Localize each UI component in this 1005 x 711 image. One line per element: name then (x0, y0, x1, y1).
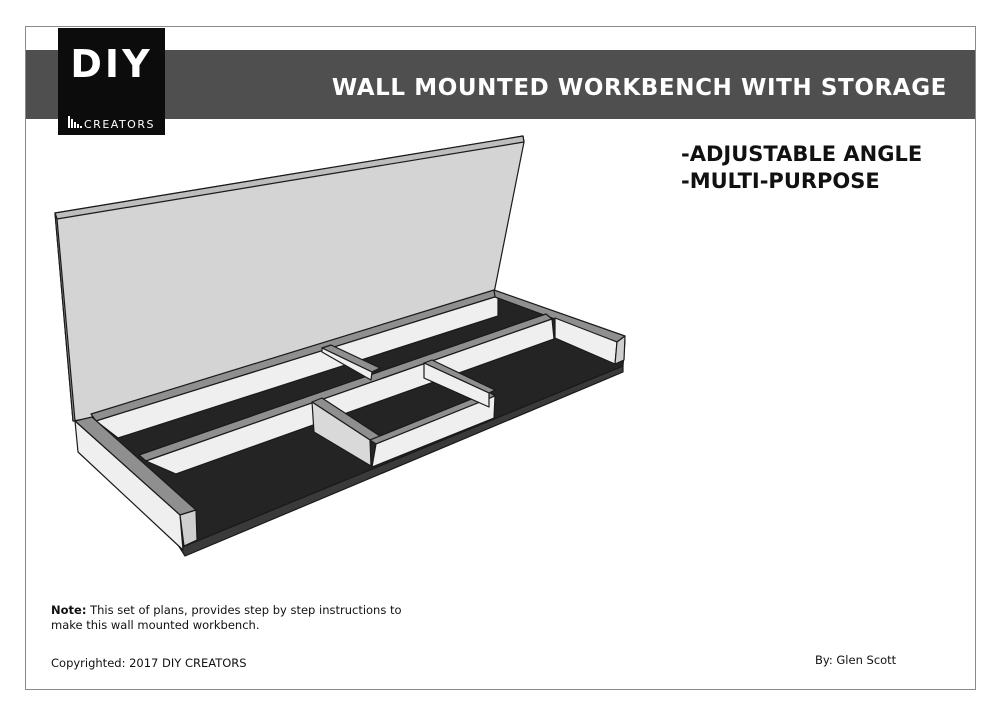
feature-item: -MULTI-PURPOSE (681, 169, 880, 193)
plans-note (51, 603, 431, 633)
copyright-text: Copyrighted: 2017 DIY CREATORS (51, 656, 247, 670)
author-credit: By: Glen Scott (815, 653, 897, 667)
feature-item: -ADJUSTABLE ANGLE (681, 142, 923, 166)
note-label: Note: (51, 603, 87, 617)
logo-diy-text: DIY (70, 42, 153, 86)
page-title: WALL MOUNTED WORKBENCH WITH STORAGE (331, 75, 947, 101)
note-text: This set of plans, provides step by step instructions to make this wall mounted workbench. (51, 603, 402, 632)
logo-creators-text: CREATORS (84, 118, 155, 131)
